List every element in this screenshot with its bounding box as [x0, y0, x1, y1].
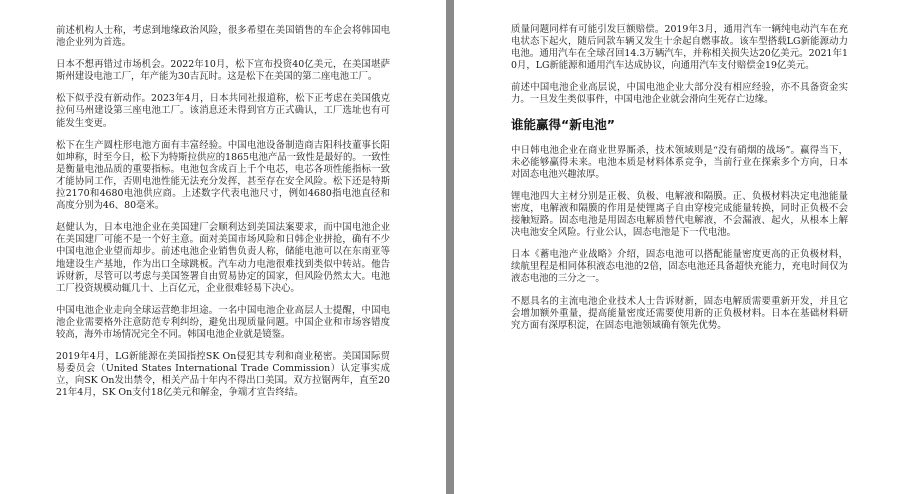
paragraph: 前述机构人士称，考虑到地缘政治风险，很多希望在美国销售的车企会将韩国电池企业列为首选。: [56, 25, 390, 49]
paragraph: 不愿具名的主流电池企业技术人士告诉财新，固态电解质需要重新开发，并且它会增加额外重量，提高能量密度还需要使用新的正负极材料。日本在基础材料研究方面有深厚积淀，在固态电池领域确有领先优势。: [511, 295, 848, 331]
right-page: [454, 0, 900, 494]
paragraph: 中国电池企业走向全球运营绝非坦途。一名中国电池企业高层人士提醒，中国电池企业需要格外注意防范专利纠纷，避免出现质量问题。中国企业和市场容错度较高，海外市场情况完全不同。韩国电池企业就是镜鉴。: [56, 304, 390, 340]
left-page: [0, 0, 446, 494]
paragraph: 赵健认为，日本电池企业在美国建厂会顺利达到美国法案要求，而中国电池企业在美国建厂可能不是一个好主意。面对美国市场风险和日韩企业拼抢，确有不少中国电池企业望而却步。前述电池企业销售负责人称，储能电池可以在东南亚等地建设生产基地，作为出口全球跳板。汽车动力电池很难找到类似中转站。他告诉财新，尽管可以考虑与美国签署自由贸易协定的国家，但风险仍然太大。电池工厂投资规模动辄几十、上百亿元，企业很难轻易下决心。: [56, 222, 390, 294]
paragraph: 前述中国电池企业高层说，中国电池企业大部分没有相应经验，亦不具备资金实力。一旦发生类似事件，中国电池企业就会滑向生死存亡边缘。: [511, 82, 848, 106]
paragraph: 日本不想再错过市场机会。2022年10月，松下宣布投资40亿美元，在美国堪萨斯州建设电池工厂，年产能为30吉瓦时。这是松下在美国的第二座电池工厂。: [56, 59, 390, 83]
paragraph: 日本《蓄电池产业战略》介绍，固态电池可以搭配能量密度更高的正负极材料，续航里程是相同体积液态电池的2倍，固态电池还具备超快充能力，充电时间仅为液态电池的三分之一。: [511, 249, 848, 285]
paragraph: 2019年4月，LG新能源在美国指控SK On侵犯其专利和商业秘密。美国国际贸易委员会（United States International Trade Commission）认定事实成立，向SK On发出禁令，相关产品十年内不得出口美国。双方拉锯两年，直至2021年4月，SK On支付18亿美元和解金，争端才宣告终结。: [56, 351, 390, 399]
paragraph: 中日韩电池企业在商业世界厮杀，技术领域则是“没有硝烟的战场”。赢得当下，未必能够赢得未来。电池本质是材料体系竞争，当前行业在探索多个方向，日本对固态电池兴趣浓厚。: [511, 144, 848, 180]
paragraph: 质量问题同样有可能引发巨额赔偿。2019年3月，通用汽车一辆纯电动汽车在充电状态下起火，随后同款车辆又发生十余起自燃事故。该车型搭载LG新能源动力电池。通用汽车在全球召回14.3万辆汽车，并称相关损失达20亿美元。2021年10月，LG新能源和通用汽车达成协议，向通用汽车支付赔偿金19亿美元。: [511, 24, 848, 72]
paragraph: 锂电池四大主材分别是正极、负极、电解液和隔膜。正、负极材料决定电池能量密度，电解液和隔膜的作用是使锂离子自由穿梭完成能量转换，同时正负极不会接触短路。固态电池是用固态电解质替代电解液，不会漏液、起火，从根本上解决电池安全风险。行业公认，固态电池是下一代电池。: [511, 190, 848, 239]
paragraph: 松下似乎没有新动作。2023年4月，日本共同社报道称，松下正考虑在美国俄克拉何马州建设第三座电池工厂。该消息还未得到官方正式确认，工厂选址也有可能发生变更。: [56, 93, 390, 129]
paragraph: 松下在生产圆柱形电池方面有丰富经验。中国电池设备制造商吉阳科技董事长阳如坤称，时至今日，松下为特斯拉供应的1865电池产品一致性是最好的。一致性是衡量电池品质的重要指标。电池包含成百上千个电芯，电芯各项性能指标一致才能协同工作，否则电池性能无法充分发挥，甚至存在安全风险。松下还是特斯拉2170和4680电池供应商。上述数字代表电池尺寸，例如4680指电池直径和高度分别为46、80毫米。: [56, 139, 390, 212]
section-heading: 谁能赢得“新电池”: [511, 116, 615, 132]
